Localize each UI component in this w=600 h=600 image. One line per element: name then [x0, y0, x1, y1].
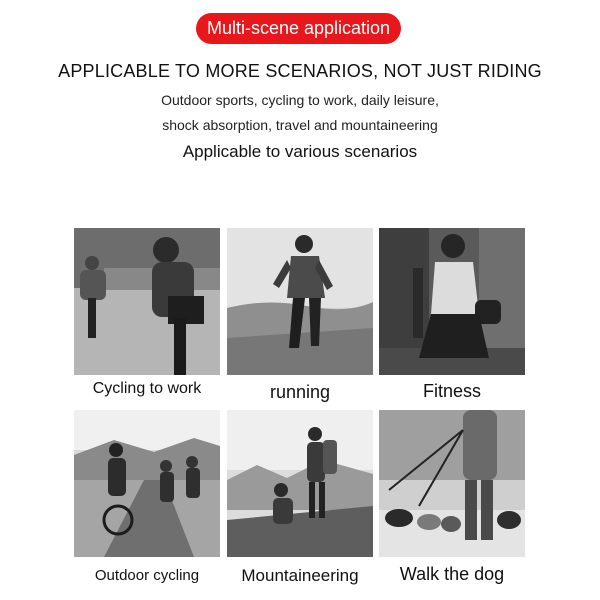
scene-caption-running: running [269, 382, 331, 402]
subtext-line-3: Applicable to various scenarios [182, 142, 418, 161]
scene-caption-outdoor-cycling: Outdoor cycling [94, 567, 200, 584]
scene-caption-mountaineering: Mountaineering [241, 566, 359, 585]
scene-caption-walk-the-dog: Walk the dog [399, 564, 505, 584]
subtext-line-1: Outdoor sports, cycling to work, daily leisure, [161, 92, 439, 108]
runner-photo [227, 228, 373, 375]
scene-caption-cycling-to-work: Cycling to work [92, 380, 202, 397]
scene-caption-fitness: Fitness [422, 381, 482, 401]
gym-workout-photo [379, 228, 525, 375]
dog-walker-photo [379, 410, 525, 557]
hikers-photo [227, 410, 373, 557]
group-cyclists-photo [74, 410, 220, 557]
headline: APPLICABLE TO MORE SCENARIOS, NOT JUST RIDING [58, 61, 542, 81]
subtext-line-2: shock absorption, travel and mountaineering [162, 117, 438, 133]
commuter-cyclist-photo [74, 228, 220, 375]
scene-badge: Multi-scene application [196, 13, 401, 44]
